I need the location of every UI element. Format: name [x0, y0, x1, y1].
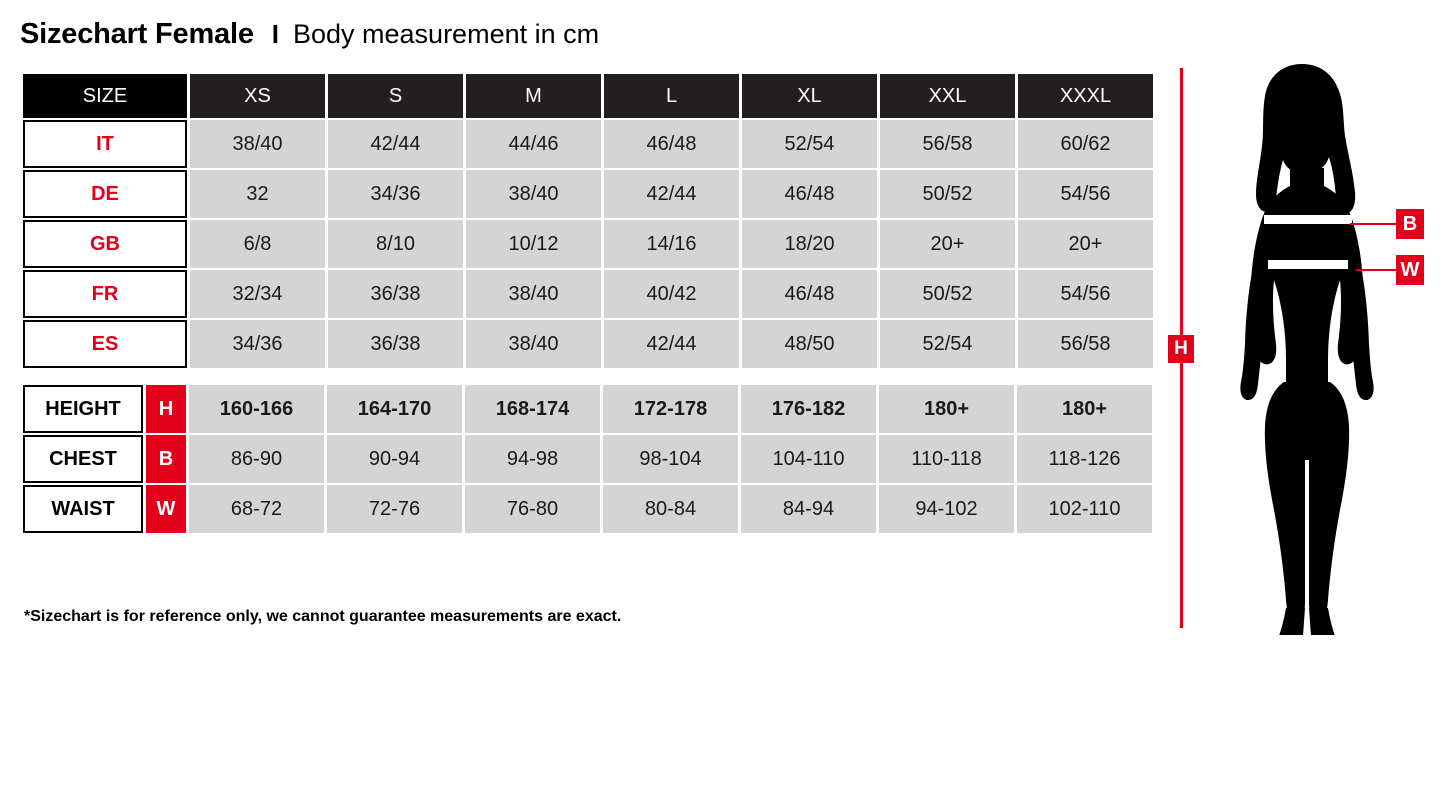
measurement-table-container: [20, 383, 1155, 535]
cell-es-xxxl: 56/58: [1018, 320, 1153, 368]
cell-chest-xxl: 110-118: [879, 435, 1014, 483]
table-header-row: [23, 74, 1153, 118]
measurement-key-waist: W: [146, 485, 186, 533]
size-table-container: [20, 72, 1156, 370]
cell-de-xxl: 50/52: [880, 170, 1015, 218]
measurement-row-chest: [23, 435, 1152, 483]
country-label-fr: FR: [23, 270, 187, 318]
cell-it-l: 46/48: [604, 120, 739, 168]
cell-gb-xxl: 20+: [880, 220, 1015, 268]
cell-it-m: 44/46: [466, 120, 601, 168]
cell-fr-s: 36/38: [328, 270, 463, 318]
cell-waist-s: 72-76: [327, 485, 462, 533]
cell-de-xl: 46/48: [742, 170, 877, 218]
table-row: [23, 220, 1153, 268]
chest-marker-badge: B: [1396, 209, 1424, 239]
cell-es-xl: 48/50: [742, 320, 877, 368]
cell-chest-xxxl: 118-126: [1017, 435, 1152, 483]
cell-height-xs: 160-166: [189, 385, 324, 433]
measurement-table: [20, 383, 1155, 535]
chest-leader-line: [1350, 223, 1398, 225]
cell-it-xxl: 56/58: [880, 120, 1015, 168]
footnote: *Sizechart is for reference only, we cannot guarantee measurements are exact.: [24, 608, 622, 625]
cell-de-xxxl: 54/56: [1018, 170, 1153, 218]
measurement-key-chest: B: [146, 435, 186, 483]
cell-es-m: 38/40: [466, 320, 601, 368]
cell-gb-xl: 18/20: [742, 220, 877, 268]
size-table: [20, 72, 1156, 370]
country-label-it: IT: [23, 120, 187, 168]
cell-de-xs: 32: [190, 170, 325, 218]
cell-it-xxxl: 60/62: [1018, 120, 1153, 168]
cell-fr-l: 40/42: [604, 270, 739, 318]
waist-marker-badge: W: [1396, 255, 1424, 285]
cell-waist-xxl: 94-102: [879, 485, 1014, 533]
cell-es-xs: 34/36: [190, 320, 325, 368]
cell-gb-l: 14/16: [604, 220, 739, 268]
cell-gb-m: 10/12: [466, 220, 601, 268]
header-size-xl: XL: [742, 74, 877, 118]
table-row: [23, 270, 1153, 318]
cell-de-s: 34/36: [328, 170, 463, 218]
country-label-es: ES: [23, 320, 187, 368]
cell-es-l: 42/44: [604, 320, 739, 368]
page-title: [20, 18, 599, 51]
page-title-main: Sizechart Female: [20, 18, 254, 50]
measurement-label-chest: CHEST: [23, 435, 143, 483]
cell-height-s: 164-170: [327, 385, 462, 433]
header-size-s: S: [328, 74, 463, 118]
page-title-separator: I: [271, 19, 279, 49]
cell-it-s: 42/44: [328, 120, 463, 168]
cell-waist-m: 76-80: [465, 485, 600, 533]
measurement-row-height: [23, 385, 1152, 433]
cell-waist-xs: 68-72: [189, 485, 324, 533]
country-label-gb: GB: [23, 220, 187, 268]
measurement-label-waist: WAIST: [23, 485, 143, 533]
table-row: [23, 170, 1153, 218]
cell-fr-xxl: 50/52: [880, 270, 1015, 318]
height-marker-badge: H: [1168, 335, 1194, 363]
page-title-subtitle: Body measurement in cm: [292, 19, 600, 49]
cell-chest-l: 98-104: [603, 435, 738, 483]
table-row: [23, 320, 1153, 368]
body-figure-area: [1170, 60, 1441, 635]
measurement-key-height: H: [146, 385, 186, 433]
cell-it-xs: 38/40: [190, 120, 325, 168]
cell-chest-xl: 104-110: [741, 435, 876, 483]
cell-gb-s: 8/10: [328, 220, 463, 268]
cell-height-l: 172-178: [603, 385, 738, 433]
cell-waist-xxxl: 102-110: [1017, 485, 1152, 533]
header-size-xxl: XXL: [880, 74, 1015, 118]
female-body-silhouette-icon: [1206, 60, 1406, 635]
header-size-xs: XS: [190, 74, 325, 118]
cell-height-xxxl: 180+: [1017, 385, 1152, 433]
cell-es-xxl: 52/54: [880, 320, 1015, 368]
country-label-de: DE: [23, 170, 187, 218]
cell-gb-xxxl: 20+: [1018, 220, 1153, 268]
header-size-m: M: [466, 74, 601, 118]
header-size-l: L: [604, 74, 739, 118]
cell-gb-xs: 6/8: [190, 220, 325, 268]
cell-height-xxl: 180+: [879, 385, 1014, 433]
cell-chest-m: 94-98: [465, 435, 600, 483]
cell-es-s: 36/38: [328, 320, 463, 368]
cell-height-xl: 176-182: [741, 385, 876, 433]
cell-waist-xl: 84-94: [741, 485, 876, 533]
cell-chest-s: 90-94: [327, 435, 462, 483]
header-size-label: SIZE: [23, 74, 187, 118]
table-row: [23, 120, 1153, 168]
cell-fr-xl: 46/48: [742, 270, 877, 318]
cell-chest-xs: 86-90: [189, 435, 324, 483]
waist-leader-line: [1356, 269, 1398, 271]
measurement-label-height: HEIGHT: [23, 385, 143, 433]
cell-fr-xs: 32/34: [190, 270, 325, 318]
header-size-xxxl: XXXL: [1018, 74, 1153, 118]
cell-fr-xxxl: 54/56: [1018, 270, 1153, 318]
cell-fr-m: 38/40: [466, 270, 601, 318]
measurement-row-waist: [23, 485, 1152, 533]
cell-waist-l: 80-84: [603, 485, 738, 533]
cell-de-l: 42/44: [604, 170, 739, 218]
cell-height-m: 168-174: [465, 385, 600, 433]
cell-de-m: 38/40: [466, 170, 601, 218]
cell-it-xl: 52/54: [742, 120, 877, 168]
